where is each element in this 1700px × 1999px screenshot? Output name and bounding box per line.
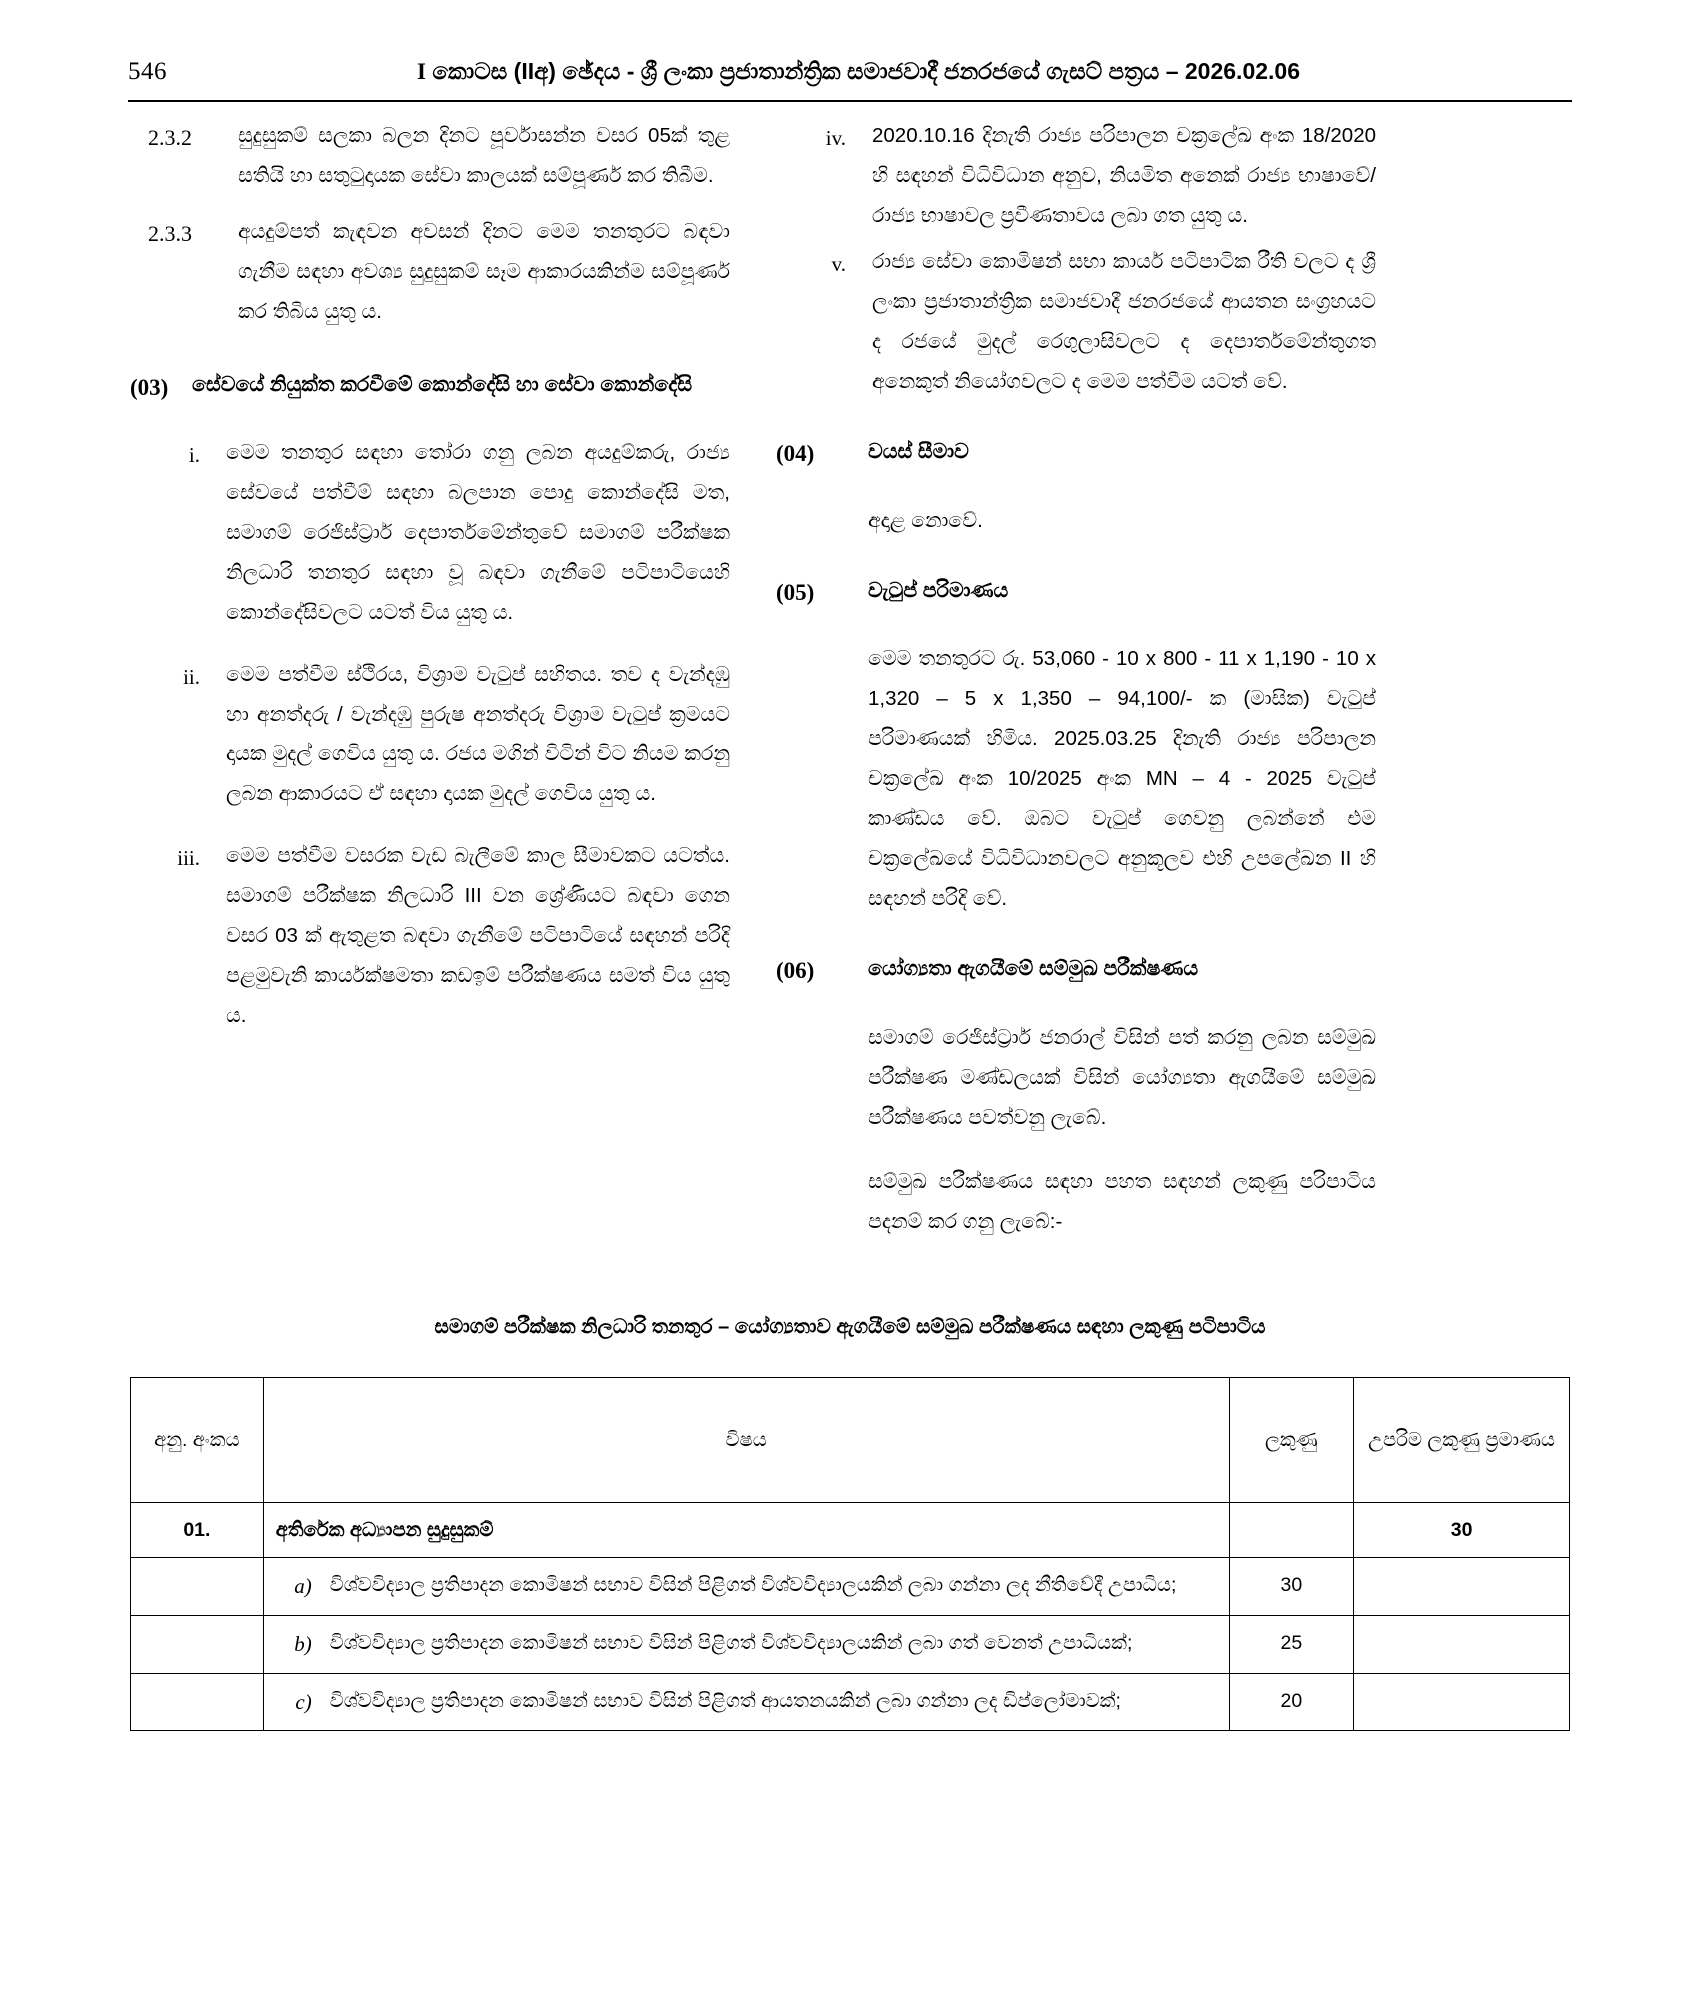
section-04-title: වයස් සීමාව <box>868 439 969 463</box>
condition-text: මෙම පත්වීම ස්ථිරය, විශ්‍රාම වැටුප් සහිතය. තව ද වැන්දඹු හා අනත්දරු / වැන්දඹු පුරුෂ අනත්දරු විශ්‍රාම වැටුප් ක්‍රමයට දායක මුදල් ගෙවිය යුතු ය. රජය මගින් විටින් විට නියම කරනු ලබන ආකාරයට ඒ සඳහා දායක මුදල් ගෙවිය යුතු ය. <box>226 662 730 806</box>
table-row <box>131 1673 1570 1731</box>
condition-text: මෙම පත්වීම වසරක වැඩ බැලීමේ කාල සීමාවකට යටත්ය. සමාගම් පරීක්ෂක නිලධාරි III වන ශ්‍රේණියට බඳවා ගෙන වසර 03 ක් ඇතුළත බඳවා ගැනීමේ පටිපාටියේ සඳහන් පරිදි පළමුවැනි කාර්යක්ෂමතා කඩඉම් පරීක්ෂණය සමත් විය යුතු ය. <box>226 844 730 1028</box>
condition-text: මෙම තනතුර සඳහා තෝරා ගනු ලබන අයදුම්කරු, රාජ්‍ය සේවයේ පත්වීම් සඳහා බලපාන පොදු කොන්දේසි මත, සමාගම් රෙජිස්ට්‍රාර් දෙපාර්තමේන්තුවේ සමාගම් පරීක්ෂක නිලධාරි තනතුර සඳහා වූ බඳවා ගැනීමේ පටිපාටියෙහි කොන්දේසිවලට යටත් විය යුතු ය. <box>226 440 730 624</box>
section-06-body: සමාගම් රෙජිස්ට්‍රාර් ජනරාල් විසින් පත් කරනු ලබන සම්මුඛ පරීක්ෂණ මණ්ඩලයක් විසින් යෝග්‍යතා ඇගයීමේ සම්මුඛ පරීක්ෂණය පවත්වනු ලැබේ. <box>868 1026 1376 1129</box>
row-subject: අතිරේක අධ්‍යාපන සුදුසුකම් <box>263 1502 1229 1557</box>
marks-table <box>130 1377 1570 1731</box>
page-title-text: කොටස (IIඅ) ඡේදය - ශ්‍රී ලංකා ප්‍රජාතාන්ත්‍රික සමාජවාදී ජනරජයේ ගැසට් පත්‍රය – 2026.02.06 <box>432 58 1301 84</box>
section-04-label: (04) <box>776 440 815 466</box>
section-06-body-2: සම්මුඛ පරීක්ෂණය සඳහා පහත සඳහන් ලකුණු පරිපාටිය පදනම් කර ගනු ලැබේ:- <box>868 1169 1376 1233</box>
subitem-2-3-2 <box>130 116 730 196</box>
condition-marker: ii. <box>183 664 200 689</box>
condition-item-i <box>130 433 730 633</box>
row-no <box>131 1558 264 1616</box>
row-letter: a) <box>294 1574 312 1599</box>
header-no: අනු. අංකය <box>131 1377 264 1502</box>
table-caption: සමාගම් පරීක්ෂක නිලධාරි තනතුර – යෝග්‍යතාව ඇගයීමේ සම්මුඛ පරීක්ෂණය සඳහා ලකුණු පටිපාටිය <box>434 1315 1266 1338</box>
row-no <box>131 1673 264 1731</box>
page-number: 546 <box>128 58 167 85</box>
section-05-heading <box>776 571 1376 616</box>
section-05-body: මෙම තනතුරට රු. 53,060 - 10 x 800 - 11 x 1,190 - 10 x 1,320 – 5 x 1,350 – 94,100/- ක (මාසික) වැටුප් පරිමාණයක් හිමිය. 2025.03.25 දිනැති රාජ්‍ය පරිපාලන චක්‍රලේඛ අංක 10/2025 අංක MN – 4 - 2025 වැටුප් කාණ්ඩය වේ. ඔබට වැටුප් ගෙවනු ලබන්නේ එම චක්‍රලේඛයේ විධිවිධානවලට අනුකූලව එහි උපලේඛන II හි සඳහන් පරිදි වේ. <box>868 647 1376 911</box>
section-04-body: අදාළ නොවේ. <box>868 508 983 532</box>
row-max <box>1354 1615 1570 1673</box>
section-03-heading <box>130 366 730 411</box>
section-06-title: යෝග්‍යතා ඇගයීමේ සම්මුඛ පරීක්ෂණය <box>868 957 1199 981</box>
condition-marker: v. <box>831 251 846 276</box>
row-marks <box>1229 1502 1354 1557</box>
row-max: 30 <box>1354 1502 1570 1557</box>
part-numeral: I <box>416 59 426 84</box>
row-marks: 25 <box>1229 1615 1354 1673</box>
subitem-text: සුදුසුකම් සලකා බලන දිනට පූර්වාසන්න වසර 05ක් තුළ සතියි හා සතුටුදායක සේවා කාලයක් සම්පූර්ණ කර තිබීම. <box>238 124 730 187</box>
row-letter: c) <box>295 1689 312 1714</box>
row-max <box>1354 1673 1570 1731</box>
row-subject-text: විශ්වවිද්‍යාල ප්‍රතිපාදන කොමිෂන් සභාව විසින් පිළිගත් විශ්වවිද්‍යාලයකින් ලබා ගන්නා ලද නීතිවේදී උපාධිය; <box>329 1574 1177 1597</box>
page-header <box>0 0 1700 86</box>
row-no: 01. <box>131 1502 264 1557</box>
section-06-label: (06) <box>776 958 815 984</box>
row-no <box>131 1615 264 1673</box>
condition-item-ii <box>130 655 730 815</box>
condition-marker: iii. <box>177 846 200 871</box>
condition-text: රාජ්‍ය සේවා කොමිෂන් සභා කාර්ය පටිපාටික රීති වලට ද ශ්‍රී ලංකා ප්‍රජාතාන්ත්‍රික සමාජවාදී ජනරජයේ ආයතන සංග්‍රහයට ද රජයේ මුදල් රෙගුලාසිවලට ද දෙපාර්තමේන්තුගත අනෙකුත් නියෝගවලට ද මෙම පත්වීම යටත් වේ. <box>872 249 1376 393</box>
condition-text: 2020.10.16 දිනැති රාජ්‍ය පරිපාලන චක්‍රලේඛ අංක 18/2020 හි සඳහන් විධිවිධාන අනුව, නියමිත අනෙක් රාජ්‍ය භාෂාවේ/ රාජ්‍ය භාෂාවල ප්‍රවීණතාවය ලබා ගත යුතු ය. <box>872 124 1376 227</box>
left-column <box>130 116 730 1242</box>
row-max <box>1354 1558 1570 1616</box>
section-06-heading <box>776 949 1376 994</box>
subitem-text: අයදුම්පත් කැඳවන අවසන් දිනට මෙම තනතුරට බඳවා ගැනීම සඳහා අවශ්‍ය සුදුසුකම් සෑම ආකාරයකින්ම සම්පූර්ණ කර තිබිය යුතු ය. <box>238 219 730 323</box>
section-05-title: වැටුප් පරිමාණය <box>868 578 1009 602</box>
row-subject-text: විශ්වවිද්‍යාල ප්‍රතිපාදන කොමිෂන් සභාව විසින් පිළිගත් විශ්වවිද්‍යාලයකින් ලබා ගත් වෙනත් උපාධියක්; <box>329 1631 1133 1654</box>
row-subject-text: විශ්වවිද්‍යාල ප්‍රතිපාදන කොමිෂන් සභාව විසින් පිළිගත් ආයතනයකින් ලබා ගන්නා ලද ඩිප්ලෝමාවක්; <box>329 1689 1121 1712</box>
subitem-number: 2.3.2 <box>148 125 192 150</box>
row-subject <box>263 1673 1229 1731</box>
header-max: උපරිම ලකුණු ප්‍රමාණය <box>1354 1377 1570 1502</box>
row-marks: 20 <box>1229 1673 1354 1731</box>
subitem-number: 2.3.3 <box>148 220 192 246</box>
subitem-2-3-3 <box>130 212 730 332</box>
marks-table-head <box>131 1377 1570 1502</box>
section-04-heading <box>776 432 1376 477</box>
row-letter: b) <box>294 1631 312 1656</box>
section-03-label: (03) <box>130 374 169 400</box>
marks-table-body <box>131 1502 1570 1730</box>
table-row <box>131 1502 1570 1557</box>
condition-item-iv <box>776 116 1376 236</box>
body-columns <box>0 102 1700 1242</box>
page-title <box>167 58 1550 85</box>
condition-item-iii <box>130 836 730 1036</box>
section-05-label: (05) <box>776 579 815 605</box>
table-row <box>131 1558 1570 1616</box>
condition-marker: i. <box>188 442 200 467</box>
table-header-row <box>131 1377 1570 1502</box>
row-subject <box>263 1558 1229 1616</box>
section-03-title: සේවයේ නියුක්ත කරවීමේ කොන්දේසි හා සේවා කොන්දේසි <box>192 372 693 396</box>
header-marks: ලකුණු <box>1229 1377 1354 1502</box>
row-subject <box>263 1615 1229 1673</box>
header-subject: විෂය <box>263 1377 1229 1502</box>
condition-marker: iv. <box>825 126 846 150</box>
right-column <box>776 116 1376 1242</box>
condition-item-v <box>776 242 1376 402</box>
row-marks: 30 <box>1229 1558 1354 1616</box>
table-row <box>131 1615 1570 1673</box>
